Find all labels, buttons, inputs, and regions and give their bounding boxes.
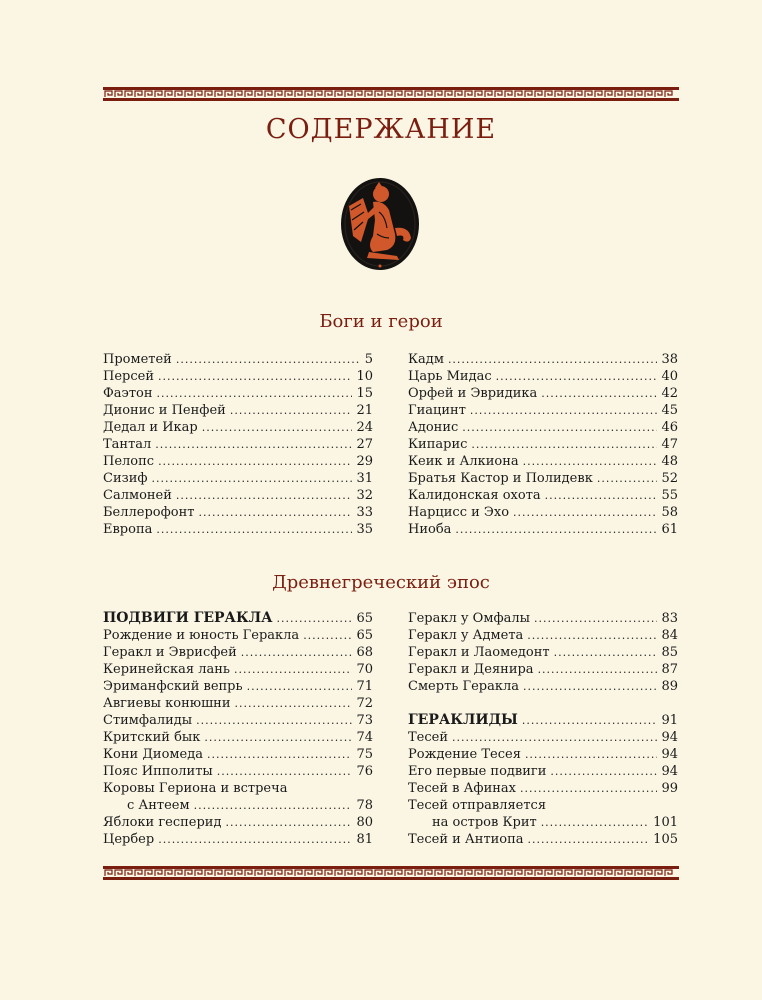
toc-entry-title: Адонис [408,420,459,435]
toc-entry-title: Тесей отправляется [408,798,547,813]
toc-entry-title: Геракл и Эврисфей [103,645,237,660]
toc-entry-title: Гиацинт [408,403,466,418]
toc-entry-page: 55 [661,488,678,503]
toc-entry-title: Дионис и Пенфей [103,403,226,418]
spacer [408,695,678,712]
toc-entry[interactable] [103,678,373,695]
toc-entry-page: 105 [653,832,678,847]
toc-entry[interactable] [408,385,678,402]
toc-entry-page: 68 [356,645,373,660]
toc-entry[interactable] [103,627,373,644]
toc-leader-dots [452,729,657,746]
toc-entry-page: 61 [661,522,678,537]
toc-entry[interactable] [103,661,373,678]
toc-entry-title: Прометей [103,352,172,367]
toc-entry-title: Рождение и юность Геракла [103,628,300,643]
toc-column [408,610,678,848]
toc-entry-title: Пояс Ипполиты [103,764,213,779]
toc-leader-dots [541,814,649,831]
greek-key-border-bottom [103,866,679,880]
toc-entry-title: Европа [103,522,153,537]
toc-leader-dots [550,763,657,780]
toc-entry[interactable] [408,351,678,368]
toc-entry-title: Пелопс [103,454,155,469]
toc-entry-page: 70 [356,662,373,677]
toc-entry-page: 94 [661,730,678,745]
toc-leader-dots [470,402,658,419]
toc-leader-dots [204,729,352,746]
toc-entry-page: 5 [364,352,373,367]
toc-entry-page: 83 [661,611,678,626]
toc-entry-title: Братья Кастор и Полидевк [408,471,593,486]
toc-entry[interactable] [103,831,373,848]
toc-entry[interactable] [408,746,678,763]
toc-entry[interactable] [103,436,373,453]
toc-entry-page: 101 [653,815,678,830]
toc-entry[interactable] [408,487,678,504]
toc-entry-page: 99 [661,781,678,796]
toc-entry[interactable] [408,661,678,678]
toc-leader-dots [597,470,658,487]
toc-entry-page: 47 [661,437,678,452]
toc-leader-dots [241,644,353,661]
toc-entry-page: 52 [661,471,678,486]
toc-entry[interactable] [103,453,373,470]
toc-entry[interactable] [103,521,373,538]
toc-leader-dots [523,453,658,470]
toc-entry-page: 87 [661,662,678,677]
toc-column [103,610,373,848]
toc-entry-page: 94 [661,764,678,779]
toc-entry[interactable] [103,368,373,385]
toc-entry[interactable] [103,351,373,368]
toc-entry[interactable] [103,487,373,504]
toc-entry-page: 40 [661,369,678,384]
toc-entry[interactable] [103,814,373,831]
toc-leader-dots [225,814,352,831]
toc-entry-title: Беллерофонт [103,505,195,520]
toc-leader-dots [247,678,353,695]
toc-entry[interactable] [408,831,678,848]
toc-entry-page: 84 [661,628,678,643]
toc-leader-dots [527,627,657,644]
toc-entry-title: с Антеем [127,798,190,813]
toc-entry-title: Калидонская охота [408,488,541,503]
toc-entry-title: Геракл у Адмета [408,628,524,643]
toc-leader-dots [156,521,352,538]
toc-entry-page: 94 [661,747,678,762]
toc-entry[interactable] [103,385,373,402]
toc-entry-title: Эриманфский вепрь [103,679,243,694]
toc-entry-page: 24 [356,420,373,435]
toc-entry-page: 21 [356,403,373,418]
toc-entry-page: 27 [356,437,373,452]
toc-entry[interactable] [408,610,678,627]
toc-leader-dots [541,385,657,402]
toc-entry-title: Геракл у Омфалы [408,611,530,626]
toc-leader-dots [176,487,353,504]
toc-leader-dots [158,831,352,848]
toc-leader-dots [158,453,352,470]
toc-leader-dots [522,712,658,729]
toc-entry[interactable] [408,521,678,538]
toc-entry-page: 42 [661,386,678,401]
toc-entry-page: 72 [356,696,373,711]
toc-leader-dots [234,661,352,678]
toc-entry-page: 58 [661,505,678,520]
toc-leader-dots [194,797,353,814]
toc-leader-dots [538,661,658,678]
toc-leader-dots [234,695,352,712]
toc-entry-title: Орфей и Эвридика [408,386,538,401]
toc-leader-dots [455,521,657,538]
toc-entry-page: 29 [356,454,373,469]
toc-leader-dots [554,644,658,661]
toc-entry-title: на остров Крит [432,815,537,830]
toc-leader-dots [202,419,353,436]
toc-entry-title: Сизиф [103,471,148,486]
toc-entry[interactable] [408,797,678,814]
toc-leader-dots [176,351,361,368]
toc-leader-dots [523,678,657,695]
toc-entry[interactable] [103,763,373,780]
toc-entry-page: 73 [356,713,373,728]
toc-entry-title: Ниоба [408,522,452,537]
toc-entry[interactable] [408,368,678,385]
toc-entry[interactable] [408,453,678,470]
toc-leader-dots [198,504,352,521]
greek-vase-medallion-icon [339,176,421,272]
toc-entry-title: Геракл и Лаомедонт [408,645,550,660]
toc-entry-page: 10 [356,369,373,384]
toc-entry-title: Салмоней [103,488,172,503]
toc-leader-dots [196,712,352,729]
toc-entry-title: Цербер [103,832,155,847]
toc-entry-title: ПОДВИГИ ГЕРАКЛА [103,610,273,626]
toc-entry-title: Нарцисс и Эхо [408,505,510,520]
toc-entry[interactable] [103,402,373,419]
toc-leader-dots [152,470,353,487]
toc-leader-dots [217,763,353,780]
toc-entry-title: Тесей в Афинах [408,781,517,796]
toc-entry[interactable] [408,436,678,453]
toc-entry[interactable] [408,504,678,521]
toc-entry-title: Керинейская лань [103,662,231,677]
toc-leader-dots [276,610,352,627]
toc-leader-dots [528,831,650,848]
toc-entry[interactable] [103,610,373,627]
toc-entry-page: 48 [661,454,678,469]
toc-leader-dots [545,487,658,504]
toc-leader-dots [448,351,658,368]
page-title: СОДЕРЖАНИЕ [265,114,497,145]
greek-key-border-top [103,87,679,101]
toc-entry-title: Кипарис [408,437,468,452]
toc-entry-title: Смерть Геракла [408,679,519,694]
toc-leader-dots [155,436,352,453]
toc-entry[interactable] [408,712,678,729]
toc-entry-title: Кони Диомеда [103,747,203,762]
toc-entry-title: Кадм [408,352,444,367]
toc-entry[interactable] [408,814,678,831]
toc-column [408,351,678,538]
toc-entry[interactable] [408,470,678,487]
toc-entry-title: Авгиевы конюшни [103,696,231,711]
toc-entry-title: Критский бык [103,730,201,745]
toc-leader-dots [303,627,352,644]
toc-entry-title: Коровы Гериона и встреча [103,781,288,796]
toc-entry-title: Кеик и Алкиона [408,454,519,469]
toc-entry-title: Тантал [103,437,152,452]
toc-entry-page: 31 [356,471,373,486]
toc-entry[interactable] [408,644,678,661]
toc-entry-page: 65 [356,611,373,626]
toc-entry[interactable] [408,419,678,436]
toc-entry-page: 71 [356,679,373,694]
toc-entry-page: 65 [356,628,373,643]
toc-leader-dots [207,746,352,763]
toc-entry[interactable] [103,797,373,814]
toc-entry-page: 35 [356,522,373,537]
toc-entry-page: 78 [356,798,373,813]
toc-entry-page: 38 [661,352,678,367]
toc-entry-page: 75 [356,747,373,762]
toc-entry[interactable] [408,763,678,780]
toc-entry[interactable] [103,419,373,436]
toc-entry[interactable] [408,627,678,644]
toc-entry-title: Тесей и Антиопа [408,832,524,847]
toc-entry-page: 32 [356,488,373,503]
toc-entry-page: 80 [356,815,373,830]
toc-entry-page: 45 [661,403,678,418]
toc-entry-title: ГЕРАКЛИДЫ [408,712,518,728]
toc-entry-title: Рождение Тесея [408,747,521,762]
toc-entry[interactable] [103,695,373,712]
toc-leader-dots [471,436,657,453]
toc-leader-dots [525,746,658,763]
toc-column [103,351,373,538]
toc-entry[interactable] [408,729,678,746]
toc-leader-dots [534,610,657,627]
toc-entry-title: Стимфалиды [103,713,193,728]
toc-entry[interactable] [103,470,373,487]
toc-entry[interactable] [103,504,373,521]
section-title-gods-heroes: Боги и герои [319,311,443,332]
toc-leader-dots [462,419,657,436]
toc-entry-page: 46 [661,420,678,435]
toc-entry-title: Царь Мидас [408,369,492,384]
toc-entry-page: 91 [661,713,678,728]
toc-entry-page: 85 [661,645,678,660]
toc-entry-title: Геракл и Деянира [408,662,534,677]
toc-entry[interactable] [103,746,373,763]
toc-entry-page: 89 [661,679,678,694]
toc-entry[interactable] [103,712,373,729]
toc-leader-dots [496,368,658,385]
toc-leader-dots [230,402,353,419]
toc-entry-title: Персей [103,369,154,384]
toc-entry[interactable] [103,644,373,661]
toc-entry-title: Его первые подвиги [408,764,547,779]
toc-leader-dots [158,368,352,385]
toc-entry[interactable] [408,780,678,797]
section-title-greek-epic: Древнегреческий эпос [272,572,490,593]
toc-entry-title: Тесей [408,730,449,745]
toc-leader-dots [513,504,657,521]
toc-entry[interactable] [408,402,678,419]
toc-entry-page: 33 [356,505,373,520]
toc-entry-page: 81 [356,832,373,847]
toc-leader-dots [157,385,353,402]
toc-entry-page: 15 [356,386,373,401]
toc-leader-dots [520,780,657,797]
toc-entry-title: Дедал и Икар [103,420,198,435]
toc-entry-title: Фаэтон [103,386,153,401]
toc-entry[interactable] [408,678,678,695]
toc-entry-title: Яблоки гесперид [103,815,222,830]
toc-entry-page: 74 [356,730,373,745]
toc-entry-page: 76 [356,764,373,779]
toc-entry[interactable] [103,780,373,797]
toc-entry[interactable] [103,729,373,746]
